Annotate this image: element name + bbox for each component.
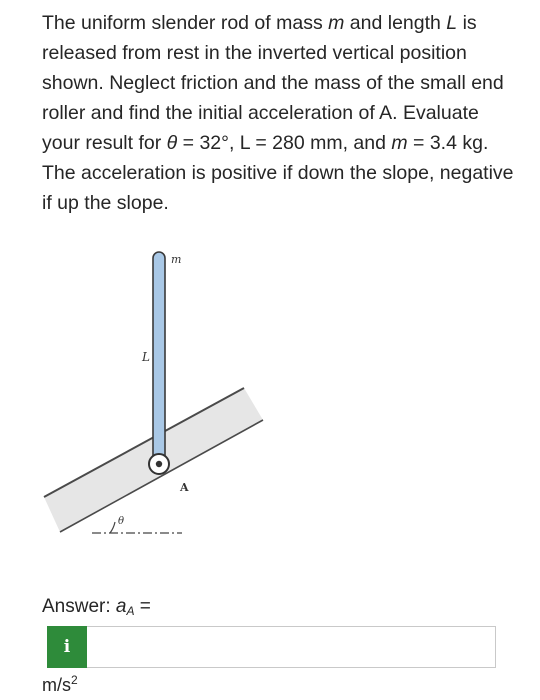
units-base: m/s — [42, 675, 71, 695]
var-L: L — [446, 12, 458, 34]
label-theta: θ — [118, 516, 125, 527]
roller-pin — [156, 461, 162, 467]
answer-variable: a — [115, 596, 127, 617]
problem-text-5: = 3.4 kg. The acceleration is positive if down the slope, negative if up the slope. — [42, 132, 514, 214]
answer-input[interactable] — [87, 626, 496, 668]
answer-subscript: A — [126, 604, 135, 618]
answer-label — [42, 596, 151, 618]
problem-text-1: The uniform slender rod of mass — [42, 12, 329, 34]
info-icon[interactable] — [47, 626, 87, 668]
info-icon-glyph: i — [63, 637, 71, 657]
problem-text-4: = 32°, L = 280 mm, and — [177, 132, 392, 154]
rod-on-slope-figure — [30, 235, 290, 565]
label-mass-m: m — [171, 253, 182, 266]
answer-prefix: Answer: — [42, 596, 116, 617]
var-theta: θ — [166, 132, 178, 154]
figure-drawing — [30, 235, 290, 565]
answer-equals: = — [134, 596, 151, 617]
slender-rod — [153, 252, 165, 466]
var-m-2: m — [391, 132, 408, 154]
problem-text-2: and length — [344, 12, 447, 34]
answer-units — [42, 673, 78, 696]
theta-angle-arc — [110, 522, 115, 533]
label-length-L: L — [142, 350, 150, 364]
var-m: m — [328, 12, 345, 34]
units-exponent: 2 — [71, 673, 78, 687]
problem-statement — [42, 8, 520, 218]
problem-text-3: is released from rest in the inverted vertical position shown. Neglect friction and the mass of the small end roller and find the initial acceleration of A. Evaluate your result for — [42, 12, 504, 154]
label-point-A: A — [180, 481, 189, 494]
